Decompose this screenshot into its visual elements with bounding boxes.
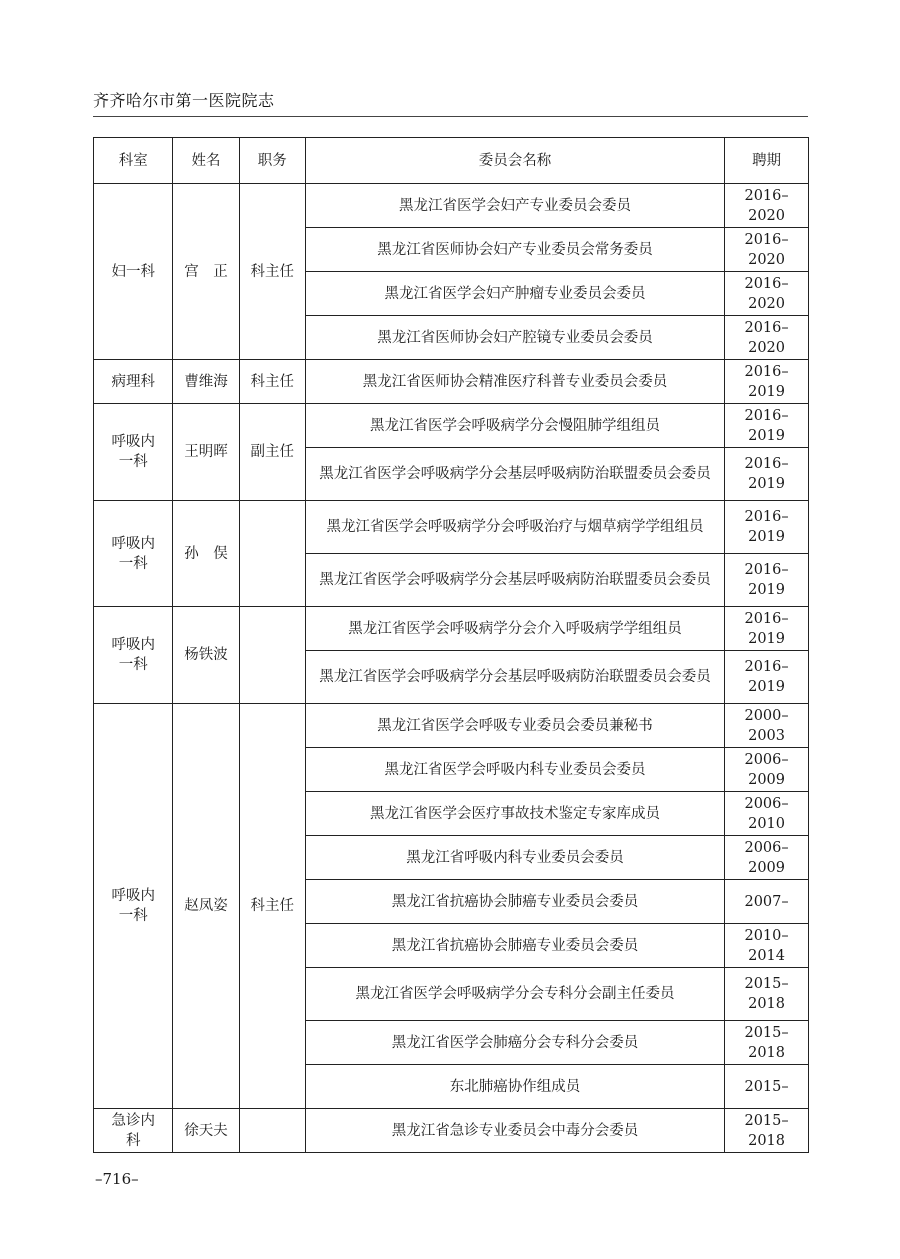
term-cell: 2016–2020 [725,184,809,228]
table-row [94,184,809,228]
committee-cell: 东北肺癌协作组成员 [305,1065,724,1109]
term-cell: 2015–2018 [725,1021,809,1065]
committee-cell: 黑龙江省医学会妇产肿瘤专业委员会委员 [305,272,724,316]
page-number: –716– [95,1170,139,1188]
title-cell [239,607,305,704]
term-cell: 2016–2019 [725,448,809,501]
dept-cell: 呼吸内一科 [94,404,173,501]
term-cell: 2016–2019 [725,607,809,651]
name-cell: 宫 正 [173,184,239,360]
running-head-title: 齐齐哈尔市第一医院院志 [93,91,275,110]
term-cell: 2015–2018 [725,1109,809,1153]
committee-cell: 黑龙江省医学会妇产专业委员会委员 [305,184,724,228]
committee-cell: 黑龙江省呼吸内科专业委员会委员 [305,836,724,880]
table-header-row [94,138,809,184]
header-name: 姓名 [173,138,239,184]
name-cell: 赵凤姿 [173,704,239,1109]
name-cell: 徐天夫 [173,1109,239,1153]
dept-cell: 急诊内科 [94,1109,173,1153]
committee-cell: 黑龙江省医学会医疗事故技术鉴定专家库成员 [305,792,724,836]
term-cell: 2016–2020 [725,228,809,272]
committee-cell: 黑龙江省医师协会精准医疗科普专业委员会委员 [305,360,724,404]
title-cell [239,1109,305,1153]
name-cell: 王明晖 [173,404,239,501]
committee-cell: 黑龙江省医学会肺癌分会专科分会委员 [305,1021,724,1065]
table-row [94,501,809,554]
title-cell: 科主任 [239,704,305,1109]
committee-cell: 黑龙江省急诊专业委员会中毒分会委员 [305,1109,724,1153]
title-cell [239,501,305,607]
committee-cell: 黑龙江省医学会呼吸内科专业委员会委员 [305,748,724,792]
term-cell: 2000–2003 [725,704,809,748]
committee-cell: 黑龙江省医师协会妇产腔镜专业委员会委员 [305,316,724,360]
term-cell: 2006–2009 [725,748,809,792]
term-cell: 2010–2014 [725,924,809,968]
dept-cell: 呼吸内一科 [94,501,173,607]
dept-cell: 妇一科 [94,184,173,360]
committee-cell: 黑龙江省医学会呼吸病学分会呼吸治疗与烟草病学学组组员 [305,501,724,554]
dept-cell: 病理科 [94,360,173,404]
term-cell: 2016–2019 [725,404,809,448]
term-cell: 2016–2019 [725,651,809,704]
dept-cell: 呼吸内一科 [94,704,173,1109]
term-cell: 2016–2019 [725,554,809,607]
table-row [94,607,809,651]
term-cell: 2016–2020 [725,316,809,360]
header-dept: 科室 [94,138,173,184]
term-cell: 2015– [725,1065,809,1109]
term-cell: 2016–2019 [725,360,809,404]
header-term: 聘期 [725,138,809,184]
committee-table [93,137,809,1153]
term-cell: 2016–2020 [725,272,809,316]
table-row [94,404,809,448]
term-cell: 2007– [725,880,809,924]
header-rule [93,116,808,117]
dept-cell: 呼吸内一科 [94,607,173,704]
term-cell: 2016–2019 [725,501,809,554]
committee-cell: 黑龙江省医学会呼吸病学分会慢阻肺学组组员 [305,404,724,448]
header-title: 职务 [239,138,305,184]
name-cell: 杨铁波 [173,607,239,704]
committee-cell: 黑龙江省医学会呼吸病学分会介入呼吸病学学组组员 [305,607,724,651]
term-cell: 2015–2018 [725,968,809,1021]
committee-cell: 黑龙江省医学会呼吸专业委员会委员兼秘书 [305,704,724,748]
term-cell: 2006–2009 [725,836,809,880]
table-row [94,360,809,404]
committee-cell: 黑龙江省医学会呼吸病学分会基层呼吸病防治联盟委员会委员 [305,651,724,704]
title-cell: 科主任 [239,184,305,360]
committee-cell: 黑龙江省抗癌协会肺癌专业委员会委员 [305,924,724,968]
table-row [94,704,809,748]
committee-cell: 黑龙江省医学会呼吸病学分会基层呼吸病防治联盟委员会委员 [305,554,724,607]
name-cell: 孙 俣 [173,501,239,607]
name-cell: 曹维海 [173,360,239,404]
term-cell: 2006–2010 [725,792,809,836]
table-row [94,1109,809,1153]
committee-cell: 黑龙江省医师协会妇产专业委员会常务委员 [305,228,724,272]
title-cell: 科主任 [239,360,305,404]
committee-cell: 黑龙江省医学会呼吸病学分会基层呼吸病防治联盟委员会委员 [305,448,724,501]
committee-cell: 黑龙江省抗癌协会肺癌专业委员会委员 [305,880,724,924]
title-cell: 副主任 [239,404,305,501]
header-committee: 委员会名称 [305,138,724,184]
committee-cell: 黑龙江省医学会呼吸病学分会专科分会副主任委员 [305,968,724,1021]
